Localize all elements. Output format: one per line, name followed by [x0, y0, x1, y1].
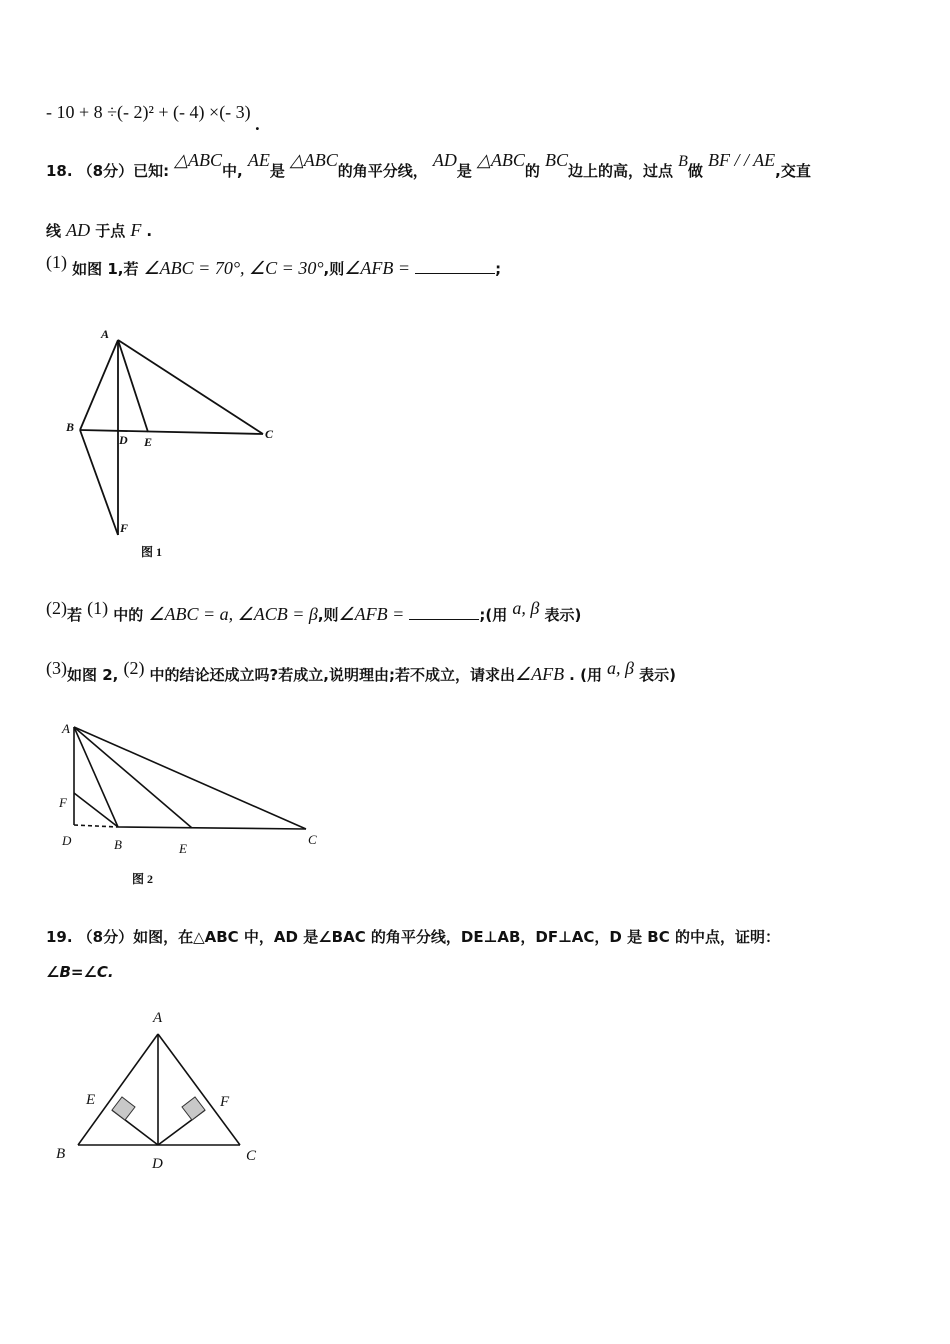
fig3-segment-AB — [78, 1034, 158, 1145]
q18-math-4: AD — [432, 150, 457, 170]
q18-part3 — [46, 658, 676, 685]
q18-math-6: BC — [544, 150, 568, 170]
q18-line2-math-1: AD — [66, 220, 91, 240]
figure-3 — [50, 1002, 280, 1182]
figure-2 — [50, 715, 340, 895]
q18-part3-text-1: 如图 2, — [67, 666, 119, 684]
fig3-label-D: D — [152, 1156, 163, 1172]
q18-line2-text-2: 于点 — [95, 222, 126, 240]
fig2-label-E: E — [179, 841, 187, 856]
fig1-segment-AB — [80, 340, 118, 430]
q19-number: 19. — [46, 928, 73, 946]
fig2-segment-DB — [74, 825, 118, 827]
fig1-segment-BC — [80, 430, 263, 434]
q18-part2-text-2: 中的 — [113, 606, 144, 624]
figure-1 — [55, 320, 295, 570]
q18-part3-text-4: 表示) — [639, 666, 676, 684]
q18-part3-text-2: 中的结论还成立吗?若成立,说明理由;若不成立，请求出 — [149, 666, 515, 684]
fig2-label-F: F — [59, 795, 67, 810]
fig3-label-E: E — [86, 1092, 96, 1108]
answer-blank-1[interactable] — [415, 261, 495, 274]
expression-end: . — [255, 114, 260, 134]
q18-part1-text-3: ; — [495, 260, 502, 278]
fig1-label-F: F — [120, 521, 129, 535]
q18-part2 — [46, 598, 582, 625]
q18-part3-ref: (2) — [123, 658, 145, 678]
fig2-segment-AB — [74, 727, 118, 827]
q18-text-8: 做 — [687, 162, 703, 180]
q18-text-1: 已知: — [133, 162, 170, 180]
q18-text-6: 的 — [524, 162, 540, 180]
fig2-segment-FB — [74, 793, 118, 827]
fig1-label-C: C — [265, 427, 274, 441]
fig3-segment-AC — [158, 1034, 240, 1145]
q18-part2-text-3: ,则 — [317, 606, 339, 624]
fig1-label-A: A — [101, 327, 110, 341]
q18-text-9: ,交直 — [775, 162, 811, 180]
fig3-label-A: A — [153, 1010, 163, 1026]
expression-text: - 10 + 8 ÷(- 2)² + (- 4) ×(- 3) — [46, 102, 251, 122]
q18-part3-label: (3) — [46, 658, 67, 678]
q18-part2-math-3: a, β — [512, 598, 540, 618]
q19-line2 — [46, 962, 114, 981]
q18-part1-text-2: ,则 — [323, 260, 345, 278]
answer-blank-2[interactable] — [409, 607, 479, 620]
q19-line1 — [46, 926, 780, 947]
fig3-label-C: C — [246, 1148, 257, 1164]
q18-part3-math-2: a, β — [607, 658, 635, 678]
q18-math-5: △ABC — [477, 150, 525, 170]
q18-part1-math-2: ∠AFB = — [344, 258, 410, 278]
fig1-label-D: D — [119, 433, 128, 447]
q18-math-2: AE — [247, 150, 270, 170]
q18-text-5: 是 — [456, 162, 472, 180]
fig2-caption: 图 2 — [132, 872, 154, 886]
q18-part2-label: (2) — [46, 598, 67, 618]
fig1-label-B: B — [66, 420, 75, 434]
fig3-label-B: B — [56, 1146, 66, 1162]
q18-text-2: 中, — [222, 162, 243, 180]
q18-part2-text-4: ;(用 — [479, 606, 508, 624]
fig1-caption: 图 1 — [141, 545, 163, 559]
q18-part2-text-5: 表示) — [544, 606, 582, 624]
q18-part1 — [46, 252, 502, 279]
q18-math-7: B — [678, 153, 688, 170]
q18-math-1: △ABC — [174, 150, 223, 170]
q18-line2 — [46, 220, 152, 241]
q19-text: 如图，在△ABC 中，AD 是∠BAC 的角平分线，DE⊥AB，DF⊥AC，D 是 BC 的中点，证明： — [133, 928, 780, 946]
fig1-label-E: E — [144, 435, 153, 449]
q18-text-3: 是 — [269, 162, 285, 180]
q18-part3-text-3: . (用 — [569, 666, 602, 684]
q18-line2-text-1: 线 — [46, 222, 62, 240]
fig2-segment-AC — [74, 727, 306, 829]
q18-number: 18. — [46, 162, 73, 180]
fig1-segment-BF — [80, 430, 118, 535]
q18-text-7: 边上的高，过点 — [567, 162, 673, 180]
q18-part1-label: (1) — [46, 252, 67, 272]
q19-points: （8分） — [77, 928, 134, 946]
fig2-segment-BC — [118, 827, 306, 829]
q18-part1-math-1: ∠ABC = 70°, ∠C = 30° — [143, 258, 324, 278]
fig2-label-D: D — [62, 833, 72, 848]
fig3-right-angle-F — [182, 1097, 205, 1120]
fig2-label-B: B — [114, 837, 122, 852]
fig3-label-F: F — [220, 1094, 230, 1110]
q18-part3-math-1: ∠AFB — [514, 664, 565, 684]
q18-points: （8分） — [77, 162, 134, 180]
q18-math-3: △ABC — [289, 150, 338, 170]
q18-part2-text-1: 若 — [67, 606, 83, 624]
q19-line2-text: ∠B=∠C. — [46, 963, 114, 981]
q18-math-8: BF / / AE — [707, 150, 776, 170]
fig2-label-A: A — [62, 721, 70, 736]
fig1-segment-AE — [118, 340, 148, 432]
q18-part2-ref: (1) — [87, 598, 109, 618]
q18-line2-text-3: . — [146, 222, 153, 240]
expression — [46, 102, 260, 134]
q18-part2-math-1: ∠ABC = a, ∠ACB = β — [148, 604, 318, 624]
q18-line2-math-2: F — [130, 220, 142, 240]
fig2-segment-AE — [74, 727, 192, 828]
fig2-label-C: C — [308, 832, 317, 847]
q18-part2-math-2: ∠AFB = — [338, 604, 405, 624]
fig3-right-angle-E — [112, 1097, 135, 1120]
q18-text-4: 的角平分线， — [337, 162, 428, 180]
q18-part1-text-1: 如图 1,若 — [72, 260, 139, 278]
q18-line1 — [46, 150, 811, 190]
fig1-segment-AC — [118, 340, 263, 434]
